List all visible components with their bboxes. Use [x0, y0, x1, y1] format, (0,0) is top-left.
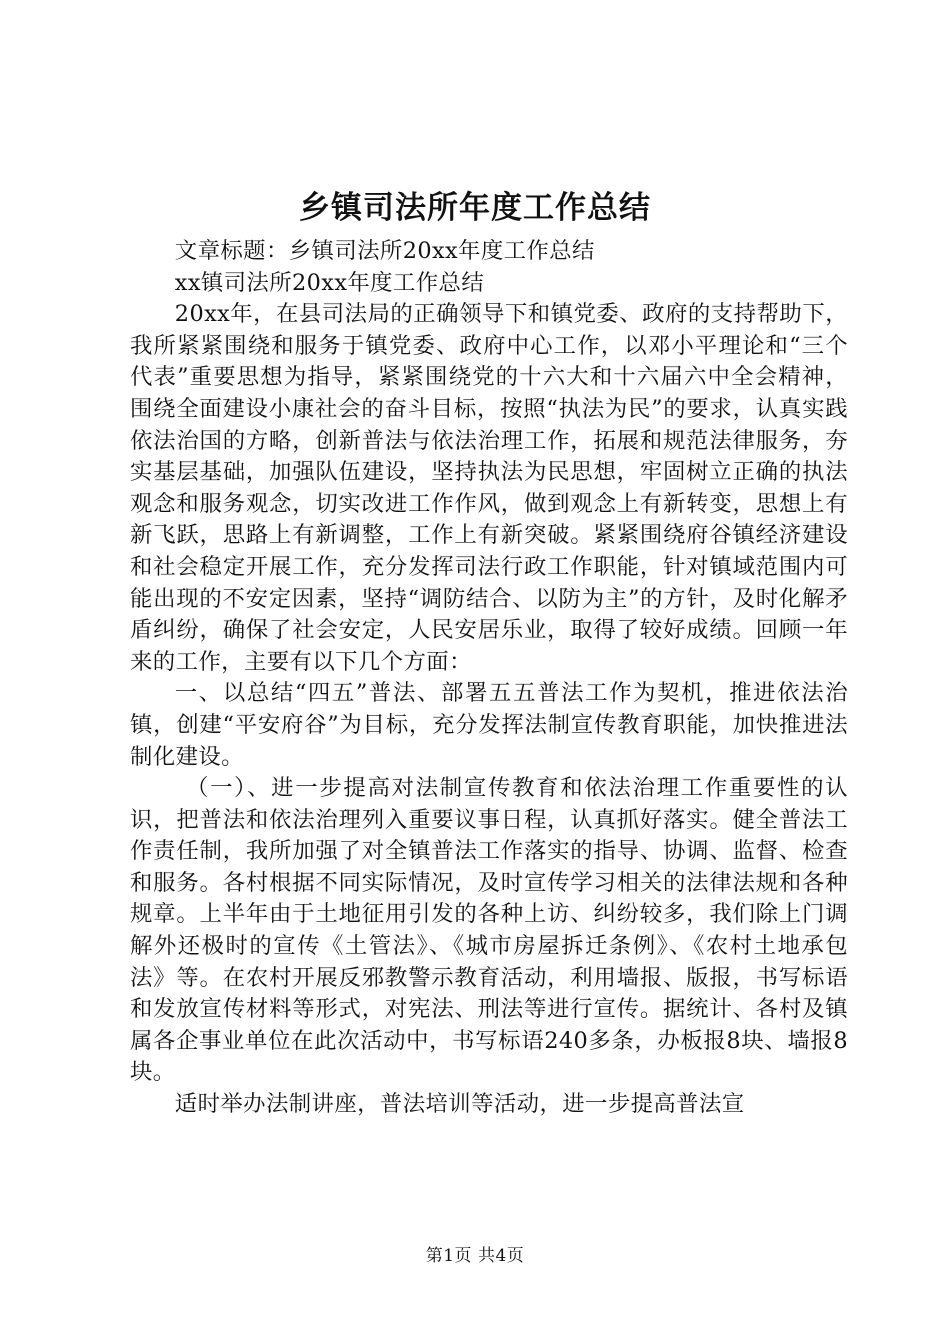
document-title: 乡镇司法所年度工作总结: [299, 190, 651, 226]
article-title-line: 文章标题：乡镇司法所20xx年度工作总结: [174, 238, 595, 264]
section-one-heading: 一、以总结“四五”普法、部署五五普法工作为契机，推进依法治镇，创建“平安府谷”为目标，充分发挥法制宣传教育职能，加快推进法制化建设。: [130, 680, 848, 770]
intro-paragraph: 20xx年，在县司法局的正确领导下和镇党委、政府的支持帮助下，我所紧紧围绕和服务于镇党委、政府中心工作，以邓小平理论和“三个代表”重要思想为指导，紧紧围绕党的十六大和十六届六中全会精神，围绕全面建设小康社会的奋斗目标，按照“执法为民”的要求，认真实践依法治国的方略，创新普法与依法治理工作，拓展和规范法律服务，夯实基层基础，加强队伍建设，坚持执法为民思想，牢固树立正确的执法观念和服务观念，切实改进工作作风，做到观念上有新转变，思想上有新飞跃，思路上有新调整，工作上有新突破。紧紧围绕府谷镇经济建设和社会稳定开展工作，充分发挥司法行政工作职能，针对镇域范围内可能出现的不安定因素，坚持“调防结合、以防为主”的方针，及时化解矛盾纠纷，确保了社会安定，人民安居乐业，取得了较好成绩。回顾一年来的工作，主要有以下几个方面：: [130, 301, 848, 675]
section-one-item-one: （一）、进一步提高对法制宣传教育和依法治理工作重要性的认识，把普法和依法治理列入重要议事日程，认真抓好落实。健全普法工作责任制，我所加强了对全镇普法工作落实的指导、协调、监督、检查和服务。各村根据不同实际情况，及时宣传学习相关的法律法规和各种规章。上半年由于土地征用引发的各种上访、纠纷较多，我们除上门调解外还极时的宣传《土管法》、《城市房屋拆迁条例》、《农村土地承包法》等。在农村开展反邪教警示教育活动，利用墙报、版报，书写标语和发放宣传材料等形式，对宪法、刑法等进行宣传。据统计、各村及镇属各企事业单位在此次活动中，书写标语240多条，办板报8块、墙报8块。: [130, 775, 848, 1086]
document-body: [130, 236, 848, 1121]
page-footer: 第1页 共4页: [425, 1246, 525, 1266]
lectures-paragraph: 适时举办法制讲座，普法培训等活动，进一步提高普法宣: [174, 1091, 745, 1118]
subtitle-line: xx镇司法所20xx年度工作总结: [174, 269, 485, 296]
